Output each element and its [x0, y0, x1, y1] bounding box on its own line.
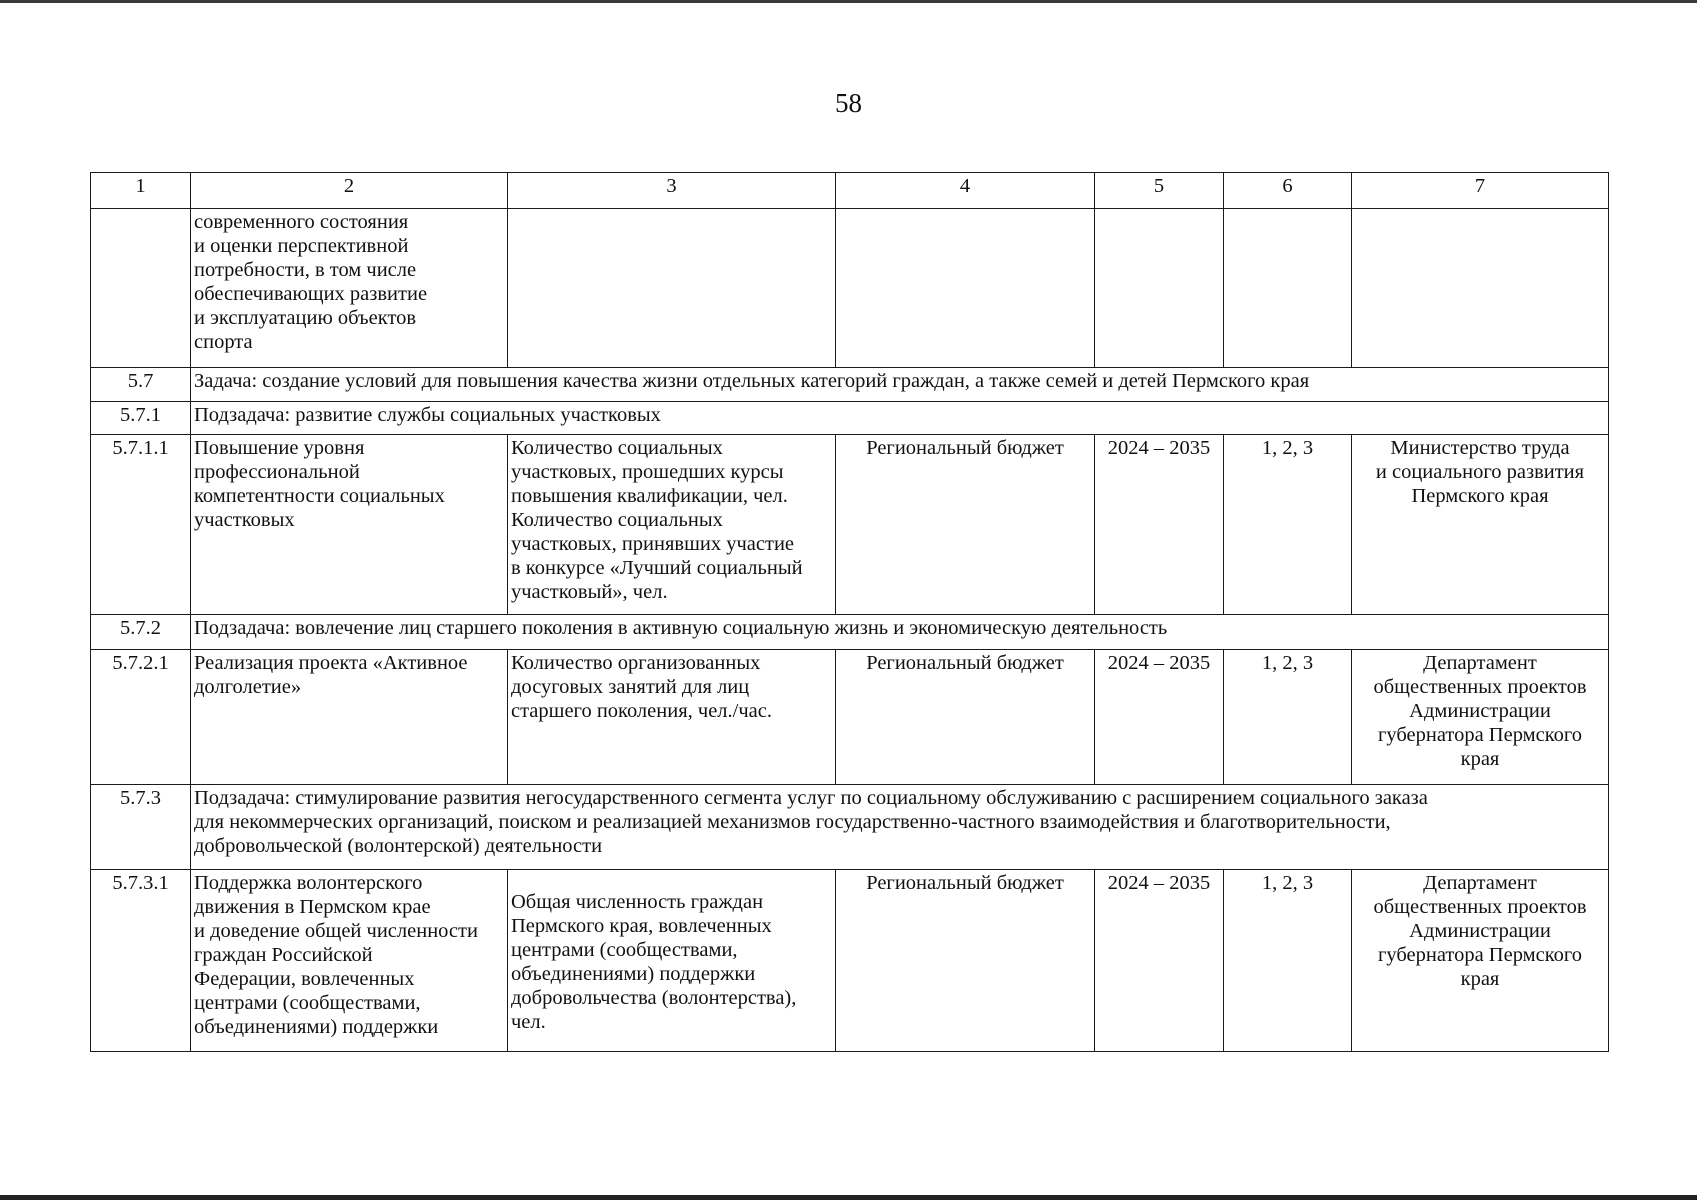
indicator-text: Количество социальных участковых, прошедших курсы повышения квалификации, чел. Количество социальных участковых, принявших участие в конкурсе «Лучший социальный участковый», чел. [508, 435, 836, 615]
column-number: 4 [836, 173, 1095, 209]
column-number: 5 [1095, 173, 1224, 209]
measure-text-content: современного состояния и оценки перспективной потребности, в том числе обеспечивающих развитие и эксплуатацию объектов спорта [194, 211, 428, 353]
subtask-code: 5.7.1 [91, 402, 191, 435]
measure-text [191, 209, 508, 368]
indicator-text: Количество организованных досуговых занятий для лиц старшего поколения, чел./час. [508, 650, 836, 785]
measure-text: Реализация проекта «Активное долголетие» [191, 650, 508, 785]
continuation-row [91, 209, 1609, 368]
column-number: 7 [1352, 173, 1609, 209]
executor: Департамент общественных проектов Администрации губернатора Пермского края [1352, 650, 1609, 785]
column-number: 3 [508, 173, 836, 209]
measure-code: 5.7.1.1 [91, 435, 191, 615]
goals: 1, 2, 3 [1224, 870, 1352, 1052]
funding-source: Региональный бюджет [836, 650, 1095, 785]
executor: Департамент общественных проектов Администрации губернатора Пермского края [1352, 870, 1609, 1052]
subtask-row [91, 402, 1609, 435]
executor: Министерство труда и социального развития Пермского края [1352, 435, 1609, 615]
period: 2024 – 2035 [1095, 870, 1224, 1052]
column-number: 6 [1224, 173, 1352, 209]
funding-source: Региональный бюджет [836, 870, 1095, 1052]
measure-row [91, 435, 1609, 615]
scan-border-top [0, 0, 1697, 3]
indicator-text: Общая численность граждан Пермского края, вовлеченных центрами (сообществами, объединениями) поддержки добровольчества (волонтерства), чел. [508, 870, 836, 1052]
task-row [91, 368, 1609, 402]
program-table [90, 172, 1609, 1052]
measure-text: Поддержка волонтерского движения в Пермском крае и доведение общей численности граждан Российской Федерации, вовлеченных центрами (сообществами, объединениями) поддержки [191, 870, 508, 1052]
subtask-row [91, 615, 1609, 650]
measure-row [91, 650, 1609, 785]
column-number: 1 [91, 173, 191, 209]
subtask-row [91, 785, 1609, 870]
subtask-code: 5.7.2 [91, 615, 191, 650]
period: 2024 – 2035 [1095, 650, 1224, 785]
task-code: 5.7 [91, 368, 191, 402]
subtask-text: Подзадача: вовлечение лиц старшего поколения в активную социальную жизнь и экономическую деятельность [191, 615, 1609, 650]
measure-code: 5.7.3.1 [91, 870, 191, 1052]
task-text: Задача: создание условий для повышения качества жизни отдельных категорий граждан, а также семей и детей Пермского края [191, 368, 1609, 402]
measure-code: 5.7.2.1 [91, 650, 191, 785]
measure-text: Повышение уровня профессиональной компетентности социальных участковых [191, 435, 508, 615]
row-code [91, 209, 191, 368]
goals: 1, 2, 3 [1224, 650, 1352, 785]
scan-border-bottom [0, 1195, 1697, 1200]
subtask-text: Подзадача: стимулирование развития негосударственного сегмента услуг по социальному обслуживанию с расширением социального заказа для некоммерческих организаций, поиском и реализацией механизмов государственно-частного взаимодействия и благотворительности, добровольческой (волонтерской) деятельности [191, 785, 1609, 870]
goals: 1, 2, 3 [1224, 435, 1352, 615]
funding-source: Региональный бюджет [836, 435, 1095, 615]
column-number: 2 [191, 173, 508, 209]
subtask-text: Подзадача: развитие службы социальных участковых [191, 402, 1609, 435]
measure-row [91, 870, 1609, 1052]
page-number: 58 [835, 88, 862, 118]
period: 2024 – 2035 [1095, 435, 1224, 615]
column-number-row [91, 173, 1609, 209]
subtask-code: 5.7.3 [91, 785, 191, 870]
